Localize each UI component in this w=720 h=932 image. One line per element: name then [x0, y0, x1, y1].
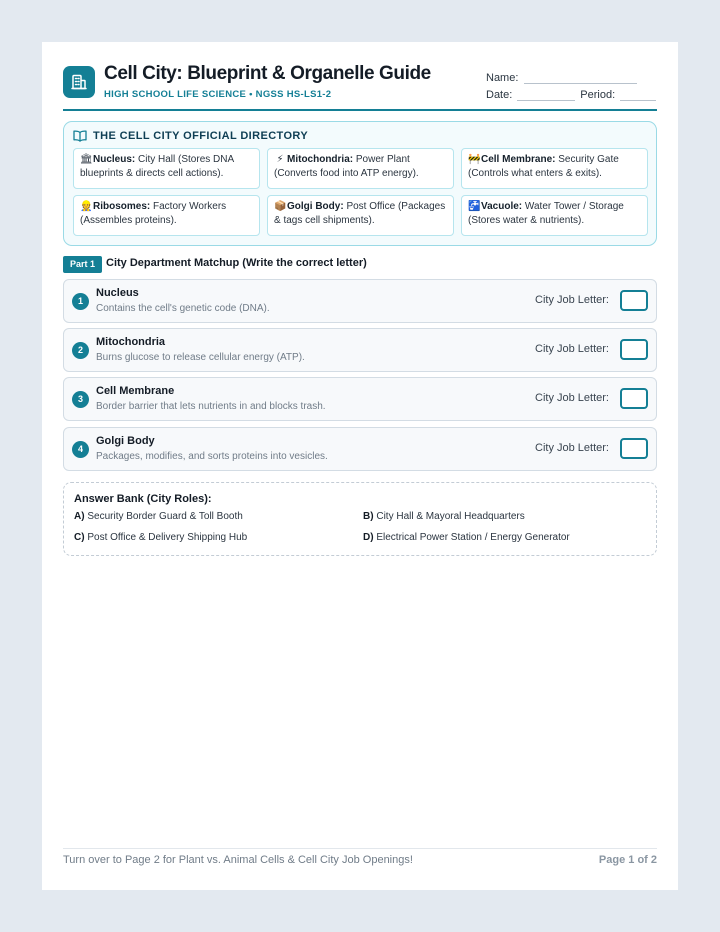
construction-barrier-icon: 🚧 [468, 154, 481, 165]
organelle-description: Contains the cell's genetic code (DNA). [96, 303, 270, 314]
period-label: Period: [580, 89, 616, 101]
organelle-name: Golgi Body [96, 435, 155, 447]
organelle-name: Mitochondria [96, 336, 166, 348]
match-row [63, 279, 657, 323]
part-1-badge: Part 1 [63, 256, 102, 273]
directory-heading [73, 130, 308, 142]
question-number: 1 [72, 293, 89, 310]
organelle-name: Nucleus [96, 287, 139, 299]
water-tap-icon: 🚰 [468, 201, 481, 212]
answer-bank-title: Answer Bank (City Roles): [74, 493, 212, 505]
question-number: 3 [72, 391, 89, 408]
date-label: Date: [486, 89, 513, 101]
period-input-line[interactable] [620, 89, 656, 101]
answer-letter-box[interactable] [620, 290, 648, 311]
question-number: 2 [72, 342, 89, 359]
worksheet-page [42, 42, 678, 890]
answer-letter-box[interactable] [620, 388, 648, 409]
package-icon: 📦 [274, 201, 287, 212]
header-divider [63, 109, 657, 111]
part-1-title: City Department Matchup (Write the correct letter) [106, 257, 367, 269]
answer-letter-box[interactable] [620, 339, 648, 360]
directory-card-vacuole: 🚰Vacuole: Water Tower / Storage (Stores water & nutrients). [461, 195, 648, 236]
footer-divider [63, 848, 657, 849]
match-row [63, 427, 657, 471]
match-row [63, 377, 657, 421]
organelle-description: Packages, modifies, and sorts proteins into vesicles. [96, 451, 328, 462]
directory-title: THE CELL CITY OFFICIAL DIRECTORY [93, 130, 309, 142]
directory-card-golgi-body: 📦Golgi Body: Post Office (Packages & tags cell shipments). [267, 195, 454, 236]
worker-icon: 👷 [80, 201, 93, 212]
page-title: Cell City: Blueprint & Organelle Guide [104, 63, 431, 84]
organelle-description: Burns glucose to release cellular energy (ATP). [96, 352, 305, 363]
page-number: Page 1 of 2 [598, 854, 657, 866]
cell-city-directory [63, 121, 657, 246]
organelle-description: Border barrier that lets nutrients in and blocks trash. [96, 401, 326, 412]
answer-bank-item: D) Electrical Power Station / Energy Generator [363, 532, 570, 543]
name-label: Name: [486, 72, 519, 84]
answer-letter-box[interactable] [620, 438, 648, 459]
city-job-letter-label: City Job Letter: [535, 343, 609, 355]
page-subtitle: HIGH SCHOOL LIFE SCIENCE • NGSS HS-LS1-2 [104, 89, 332, 100]
student-info-fields [486, 67, 656, 101]
question-number: 4 [72, 441, 89, 458]
answer-bank [63, 482, 657, 556]
directory-card-ribosomes: 👷Ribosomes: Factory Workers (Assembles proteins). [73, 195, 260, 236]
city-job-letter-label: City Job Letter: [535, 294, 609, 306]
answer-bank-item: B) City Hall & Mayoral Headquarters [363, 511, 525, 522]
lightning-icon: ⚡ [276, 154, 284, 165]
city-job-letter-label: City Job Letter: [535, 392, 609, 404]
directory-card-cell-membrane: 🚧Cell Membrane: Security Gate (Controls what enters & exits). [461, 148, 648, 189]
directory-card-nucleus: 🏛Nucleus: City Hall (Stores DNA blueprints & directs cell actions). [73, 148, 260, 189]
open-book-icon [73, 130, 87, 142]
organelle-name: Cell Membrane [96, 385, 175, 397]
date-input-line[interactable] [517, 89, 575, 101]
city-hall-icon: 🏛 [80, 154, 93, 165]
match-row [63, 328, 657, 372]
name-input-line[interactable] [524, 72, 637, 84]
answer-bank-item: A) Security Border Guard & Toll Booth [74, 511, 243, 522]
answer-bank-item: C) Post Office & Delivery Shipping Hub [74, 532, 248, 543]
building-icon [63, 66, 95, 98]
directory-card-mitochondria: ⚡ Mitochondria: Power Plant (Converts food into ATP energy). [267, 148, 454, 189]
footer-note: Turn over to Page 2 for Plant vs. Animal Cells & Cell City Job Openings! [63, 854, 413, 866]
city-job-letter-label: City Job Letter: [535, 442, 609, 454]
